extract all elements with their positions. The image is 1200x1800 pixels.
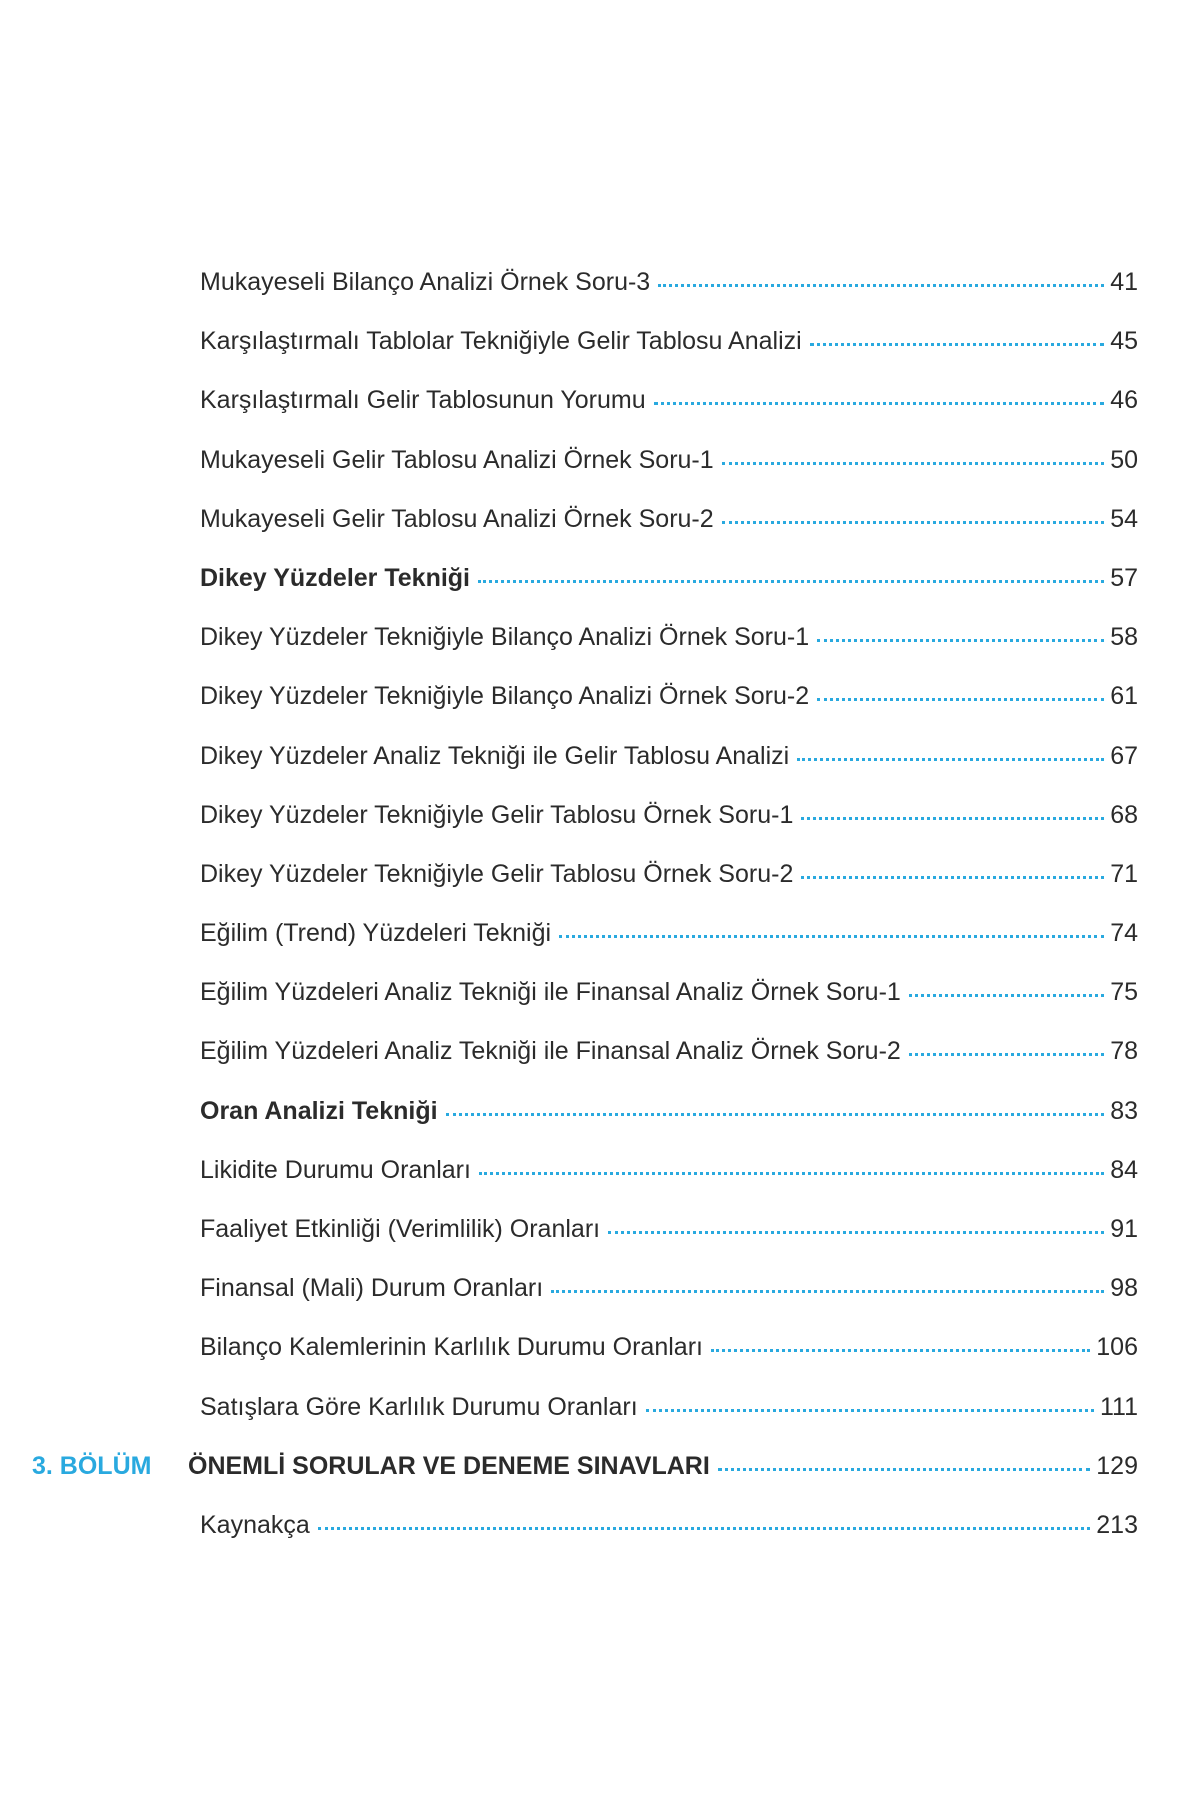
toc-entry-page: 68	[1110, 800, 1138, 829]
dot-leader	[654, 402, 1105, 405]
toc-entry-title: Eğilim (Trend) Yüzdeleri Tekniği	[200, 919, 552, 948]
toc-entry[interactable]	[200, 972, 1138, 1012]
chapter-page: 129	[1096, 1451, 1138, 1480]
toc-entry-title: Karşılaştırmalı Gelir Tablosunun Yorumu	[200, 386, 646, 415]
toc-row	[0, 1091, 1200, 1150]
toc-row	[0, 440, 1200, 499]
toc-entry-page: 41	[1110, 268, 1138, 296]
toc-entry[interactable]	[200, 440, 1138, 480]
dot-leader	[646, 1409, 1094, 1412]
toc-row	[0, 1209, 1200, 1268]
dot-leader	[797, 758, 1104, 761]
toc-row	[0, 1387, 1200, 1446]
toc-entry-title: Dikey Yüzdeler Tekniğiyle Bilanço Analizi Örnek Soru-1	[200, 623, 810, 652]
toc-row	[0, 854, 1200, 913]
toc-entry-title: Dikey Yüzdeler Tekniğiyle Gelir Tablosu Örnek Soru-1	[200, 800, 794, 829]
dot-leader	[909, 994, 1104, 997]
toc-entry-title: Mukayeseli Bilanço Analizi Örnek Soru-3	[200, 268, 651, 296]
toc-entry-page: 74	[1110, 919, 1138, 948]
toc-entry-title: Eğilim Yüzdeleri Analiz Tekniği ile Finansal Analiz Örnek Soru-1	[200, 978, 901, 1007]
toc-entry-page: 83	[1110, 1096, 1138, 1125]
toc-entry[interactable]	[200, 736, 1138, 776]
toc-entry[interactable]	[200, 1387, 1138, 1427]
toc-entry[interactable]	[200, 1209, 1138, 1249]
toc-row	[0, 1327, 1200, 1386]
toc-chapter-row	[0, 1446, 1200, 1505]
toc-row	[0, 1268, 1200, 1327]
toc-entry-title: Karşılaştırmalı Tablolar Tekniğiyle Gelir Tablosu Analizi	[200, 327, 802, 356]
toc-entry-page: 61	[1110, 682, 1138, 711]
toc-entry[interactable]	[200, 1327, 1138, 1367]
toc-row	[0, 558, 1200, 617]
toc-entry-page: 78	[1110, 1037, 1138, 1066]
dot-leader	[817, 639, 1104, 642]
toc-entry-page: 71	[1110, 859, 1138, 888]
toc-entry-title: Eğilim Yüzdeleri Analiz Tekniği ile Finansal Analiz Örnek Soru-2	[200, 1037, 901, 1066]
dot-leader	[478, 580, 1104, 583]
toc-entry-page: 54	[1110, 504, 1138, 533]
dot-leader	[559, 935, 1104, 938]
toc-row	[0, 795, 1200, 854]
toc-entry[interactable]	[200, 1031, 1138, 1071]
toc-entry-page: 50	[1110, 445, 1138, 474]
dot-leader	[711, 1349, 1090, 1352]
chapter-label: 3. BÖLÜM	[32, 1451, 152, 1480]
toc-row	[0, 913, 1200, 972]
toc-entry-title: Satışlara Göre Karlılık Durumu Oranları	[200, 1392, 638, 1421]
toc-entry[interactable]	[200, 854, 1138, 894]
bibliography-title: Kaynakça	[200, 1510, 310, 1539]
toc-entry-title: Dikey Yüzdeler Tekniğiyle Bilanço Analizi Örnek Soru-2	[200, 682, 810, 711]
toc-row	[0, 321, 1200, 380]
toc-entry-page: 57	[1110, 563, 1138, 592]
toc-entry[interactable]	[200, 676, 1138, 716]
toc-row	[0, 736, 1200, 795]
dot-leader	[801, 876, 1104, 879]
toc-entry[interactable]	[200, 1268, 1138, 1308]
toc-row	[0, 1505, 1200, 1564]
toc-entry-page: 67	[1110, 741, 1138, 770]
toc-row	[0, 1150, 1200, 1209]
toc-entry-page: 98	[1110, 1274, 1138, 1303]
toc-entry-page: 45	[1110, 327, 1138, 356]
toc-section-entry[interactable]	[200, 558, 1138, 598]
dot-leader	[446, 1113, 1105, 1116]
toc-entry-page: 75	[1110, 978, 1138, 1007]
toc-entry-page: 58	[1110, 623, 1138, 652]
toc-chapter-entry[interactable]	[188, 1446, 1138, 1486]
toc-entry[interactable]	[200, 380, 1138, 420]
toc-entry[interactable]	[200, 1150, 1138, 1190]
bibliography-page: 213	[1096, 1510, 1138, 1539]
toc-entry-title: Likidite Durumu Oranları	[200, 1155, 471, 1184]
toc-entry-title: Mukayeseli Gelir Tablosu Analizi Örnek Soru-2	[200, 504, 714, 533]
toc-row	[0, 262, 1200, 321]
toc-entry-title: Dikey Yüzdeler Tekniğiyle Gelir Tablosu Örnek Soru-2	[200, 859, 794, 888]
toc-section-title: Oran Analizi Tekniği	[200, 1096, 438, 1125]
toc-entry[interactable]	[200, 795, 1138, 835]
toc-row	[0, 617, 1200, 676]
toc-entry-page: 91	[1110, 1215, 1138, 1243]
toc-entry-title: Mukayeseli Gelir Tablosu Analizi Örnek Soru-1	[200, 445, 714, 474]
toc-entry-title: Bilanço Kalemlerinin Karlılık Durumu Oranları	[200, 1333, 703, 1362]
toc-entry-title: Faaliyet Etkinliği (Verimlilik) Oranları	[200, 1215, 601, 1243]
toc-entry[interactable]	[200, 617, 1138, 657]
toc-row	[0, 499, 1200, 558]
toc-entry-page: 106	[1096, 1333, 1138, 1362]
dot-leader	[909, 1053, 1104, 1056]
chapter-title: ÖNEMLİ SORULAR VE DENEME SINAVLARI	[188, 1451, 710, 1480]
dot-leader	[810, 343, 1105, 346]
toc-bibliography-entry[interactable]	[200, 1505, 1138, 1545]
toc-entry-title: Dikey Yüzdeler Analiz Tekniği ile Gelir Tablosu Analizi	[200, 741, 790, 770]
toc-entry[interactable]	[200, 913, 1138, 953]
dot-leader	[718, 1468, 1090, 1471]
table-of-contents	[0, 262, 1200, 1564]
dot-leader	[608, 1231, 1104, 1234]
toc-row	[0, 1031, 1200, 1090]
toc-section-entry[interactable]	[200, 1091, 1138, 1131]
toc-entry[interactable]	[200, 262, 1138, 302]
dot-leader	[801, 817, 1104, 820]
toc-entry-title: Finansal (Mali) Durum Oranları	[200, 1274, 544, 1303]
dot-leader	[479, 1172, 1104, 1175]
toc-row	[0, 676, 1200, 735]
toc-row	[0, 972, 1200, 1031]
dot-leader	[722, 462, 1105, 465]
toc-entry[interactable]	[200, 321, 1138, 361]
dot-leader	[658, 284, 1104, 287]
toc-section-title: Dikey Yüzdeler Tekniği	[200, 563, 471, 592]
dot-leader	[722, 521, 1105, 524]
toc-row	[0, 380, 1200, 439]
dot-leader	[318, 1527, 1090, 1530]
toc-entry-page: 111	[1099, 1392, 1138, 1421]
toc-entry-page: 46	[1110, 386, 1138, 415]
dot-leader	[817, 698, 1104, 701]
dot-leader	[551, 1290, 1104, 1293]
toc-entry[interactable]	[200, 499, 1138, 539]
toc-entry-page: 84	[1110, 1155, 1138, 1184]
